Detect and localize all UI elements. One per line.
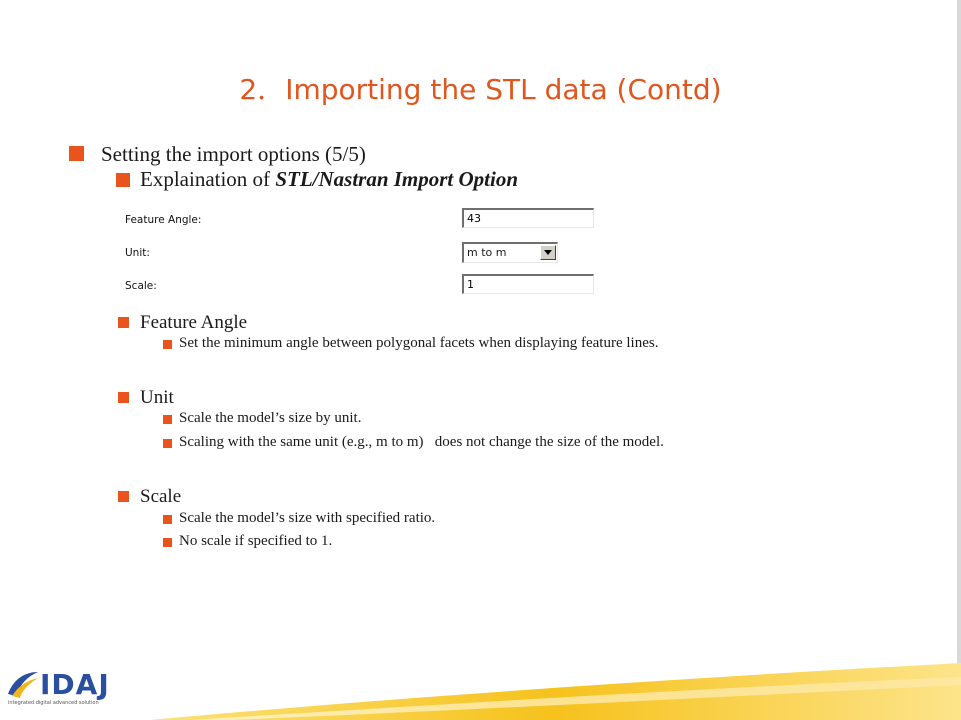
feature-angle-field[interactable]: 43 xyxy=(462,208,594,228)
item-text: Scale the model’s size with specified ratio. xyxy=(179,510,436,526)
idaj-logo-icon xyxy=(6,668,40,700)
square-bullet-icon xyxy=(118,392,129,403)
section-feature-angle xyxy=(118,312,247,334)
unit-select-value: m to m xyxy=(467,246,507,259)
unit-label: Unit: xyxy=(125,247,150,259)
bullet-text: Explaination of STL/Nastran Import Option xyxy=(140,167,519,191)
section-unit xyxy=(118,387,174,409)
section-item xyxy=(163,434,664,451)
section-item xyxy=(163,533,332,550)
chevron-down-icon[interactable] xyxy=(540,245,556,260)
square-bullet-icon xyxy=(163,515,172,524)
square-bullet-icon xyxy=(118,317,129,328)
scale-label: Scale: xyxy=(125,280,157,292)
section-heading: Unit xyxy=(140,387,174,408)
item-text: Scale the model’s size by unit. xyxy=(179,410,362,426)
logo-tagline: integrated digital advanced solution xyxy=(8,700,99,706)
bullet-level2 xyxy=(116,167,518,192)
square-bullet-icon xyxy=(116,173,130,187)
bullet-text: Setting the import options (5/5) xyxy=(101,142,366,166)
unit-select[interactable] xyxy=(462,242,558,263)
section-heading: Scale xyxy=(140,486,182,507)
logo-text: IDAJ xyxy=(40,668,110,701)
section-item xyxy=(163,410,361,427)
section-heading: Feature Angle xyxy=(140,312,248,333)
footer-swoosh xyxy=(0,655,961,720)
section-item xyxy=(163,510,435,527)
bullet-level1 xyxy=(69,142,366,167)
slide-title: 2．Importing the STL data (Contd) xyxy=(239,73,722,106)
item-text: Scaling with the same unit (e.g., m to m) does not change the size of the model. xyxy=(179,434,664,450)
section-item xyxy=(163,335,658,352)
bullet-emphasis: STL/Nastran Import Option xyxy=(275,167,519,191)
square-bullet-icon xyxy=(163,439,172,448)
feature-angle-label: Feature Angle: xyxy=(125,214,202,226)
slide-edge xyxy=(957,0,961,720)
square-bullet-icon xyxy=(163,340,172,349)
square-bullet-icon xyxy=(163,415,172,424)
square-bullet-icon xyxy=(69,146,84,161)
item-text: No scale if specified to 1. xyxy=(179,533,333,549)
square-bullet-icon xyxy=(118,491,129,502)
section-scale xyxy=(118,486,181,508)
square-bullet-icon xyxy=(163,538,172,547)
item-text: Set the minimum angle between polygonal facets when displaying feature lines. xyxy=(179,335,659,351)
scale-field[interactable]: 1 xyxy=(462,274,594,294)
